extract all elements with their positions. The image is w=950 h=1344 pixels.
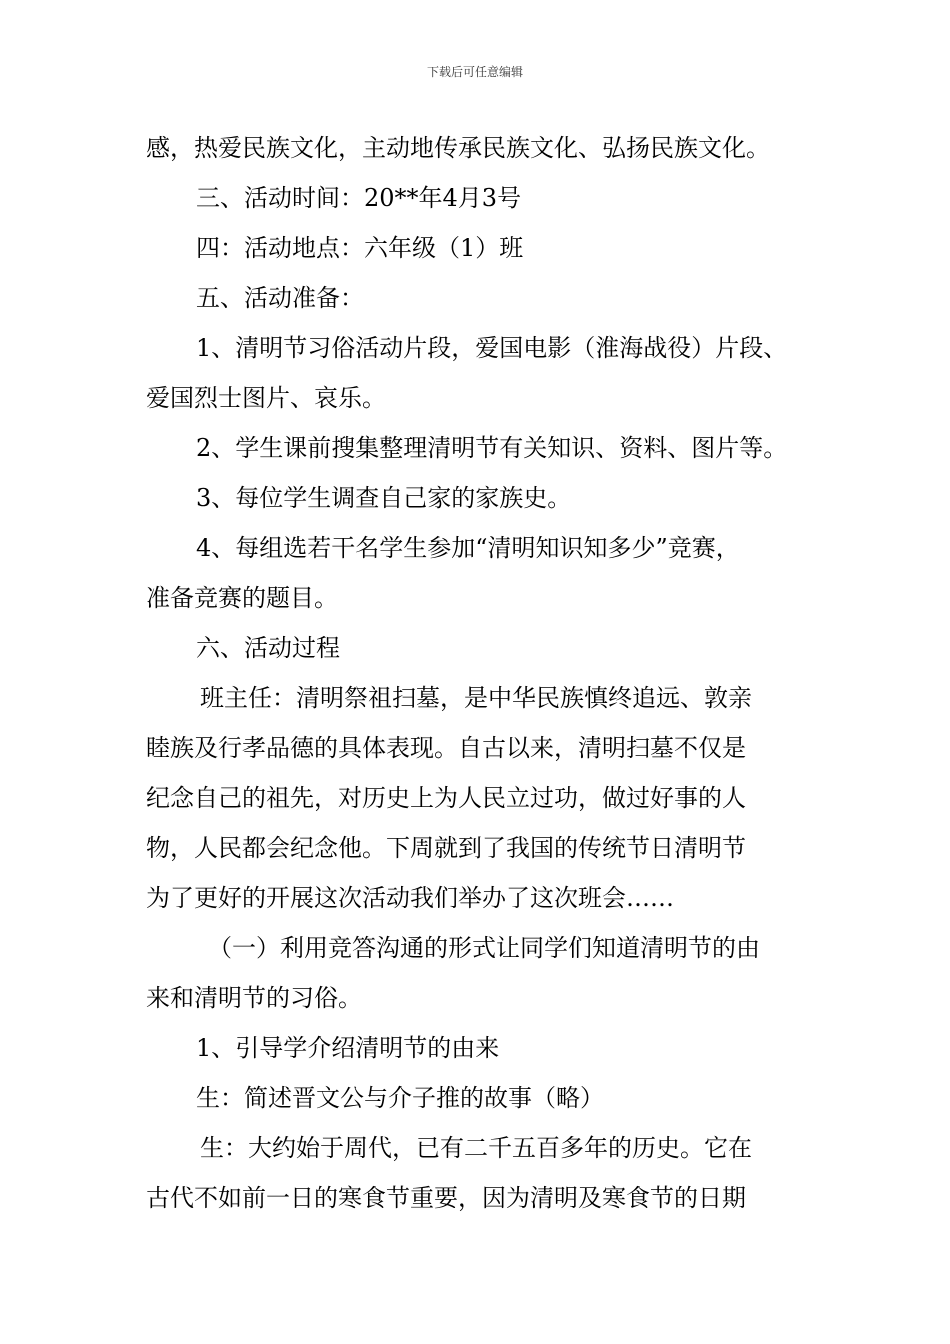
text-line: 生：简述晋文公与介子推的故事（略） xyxy=(196,1084,604,1112)
text-line: 纪念自己的祖先，对历史上为人民立过功，做过好事的人 xyxy=(146,784,746,812)
text-line: 感，热爱民族文化，主动地传承民族文化、弘扬民族文化。 xyxy=(146,134,770,162)
text-line: 3、每位学生调查自己家的家族史。 xyxy=(196,484,572,512)
text-line: 三、活动时间：20**年4月3号 xyxy=(196,184,522,212)
text-line: 古代不如前一日的寒食节重要，因为清明及寒食节的日期 xyxy=(146,1184,746,1212)
text-line: 物，人民都会纪念他。下周就到了我国的传统节日清明节 xyxy=(146,834,746,862)
text-line: 生：大约始于周代，已有二千五百多年的历史。它在 xyxy=(200,1134,752,1162)
text-line: 来和清明节的习俗。 xyxy=(146,984,362,1012)
text-line: 睦族及行孝品德的具体表现。自古以来，清明扫墓不仅是 xyxy=(146,734,746,762)
text-line: 五、活动准备： xyxy=(196,284,364,312)
text-line: 1、引导学介绍清明节的由来 xyxy=(196,1034,500,1062)
text-line: 2、学生课前搜集整理清明节有关知识、资料、图片等。 xyxy=(196,434,788,462)
text-line: 班主任：清明祭祖扫墓，是中华民族慎终追远、敦亲 xyxy=(200,684,752,712)
text-line: 六、活动过程 xyxy=(196,634,340,662)
page-header: 下载后可任意编辑 xyxy=(426,65,523,79)
text-line: 4、每组选若干名学生参加“清明知识知多少”竞赛， xyxy=(196,534,740,562)
text-line: （一）利用竞答沟通的形式让同学们知道清明节的由 xyxy=(208,934,760,962)
text-line: 四：活动地点：六年级（1）班 xyxy=(196,234,524,262)
text-line: 准备竞赛的题目。 xyxy=(146,584,338,612)
text-line: 爱国烈士图片、哀乐。 xyxy=(146,384,386,412)
text-line: 为了更好的开展这次活动我们举办了这次班会…… xyxy=(146,884,674,912)
text-line: 1、清明节习俗活动片段，爱国电影（淮海战役）片段、 xyxy=(196,334,788,362)
